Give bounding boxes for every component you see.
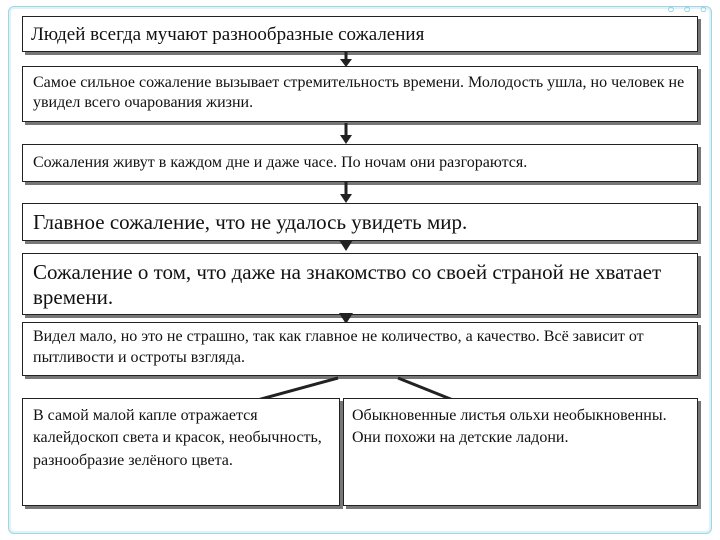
box-quality-text: Видел мало, но это не страшно, так как главное не количество, а качество. Всё зависит от пытливости и остроты взгляда. — [33, 328, 644, 366]
arrow-down-4 — [334, 236, 358, 254]
box-time-regret — [22, 66, 698, 122]
box-country-regret — [22, 253, 698, 315]
box-world-regret — [22, 203, 698, 241]
box-daily-regret-text: Сожаления живут в каждом дне и даже часе. По ночам они разгораются. — [33, 154, 528, 171]
corner-decoration: ○ ○ ○ — [667, 2, 710, 16]
box-leaves-text: Обыкновенные листья ольхи необыкновенны. Они похожи на детские ладони. — [352, 407, 667, 447]
box-main-thesis-text: Людей всегда мучают разнообразные сожаления — [31, 24, 425, 45]
box-country-regret-text: Сожаление о том, что даже на знакомство со своей страной не хватает времени. — [33, 260, 662, 310]
box-daily-regret — [22, 144, 698, 182]
box-quality — [22, 322, 698, 376]
box-time-regret-text: Самое сильное сожаление вызывает стремительность времени. Молодость ушла, но человек не увидел всего очарования жизни. — [33, 74, 685, 111]
box-leaves — [343, 398, 698, 506]
arrow-down-3 — [334, 182, 358, 204]
box-drop-text: В самой малой капле отражается калейдоскоп света и красок, необычность, разнообразие зелёного цвета. — [33, 407, 322, 469]
box-world-regret-text: Главное сожаление, что не удалось увидеть мир. — [33, 210, 468, 234]
box-main-thesis — [22, 16, 698, 52]
arrow-down-2 — [334, 123, 358, 145]
box-drop — [22, 398, 340, 506]
